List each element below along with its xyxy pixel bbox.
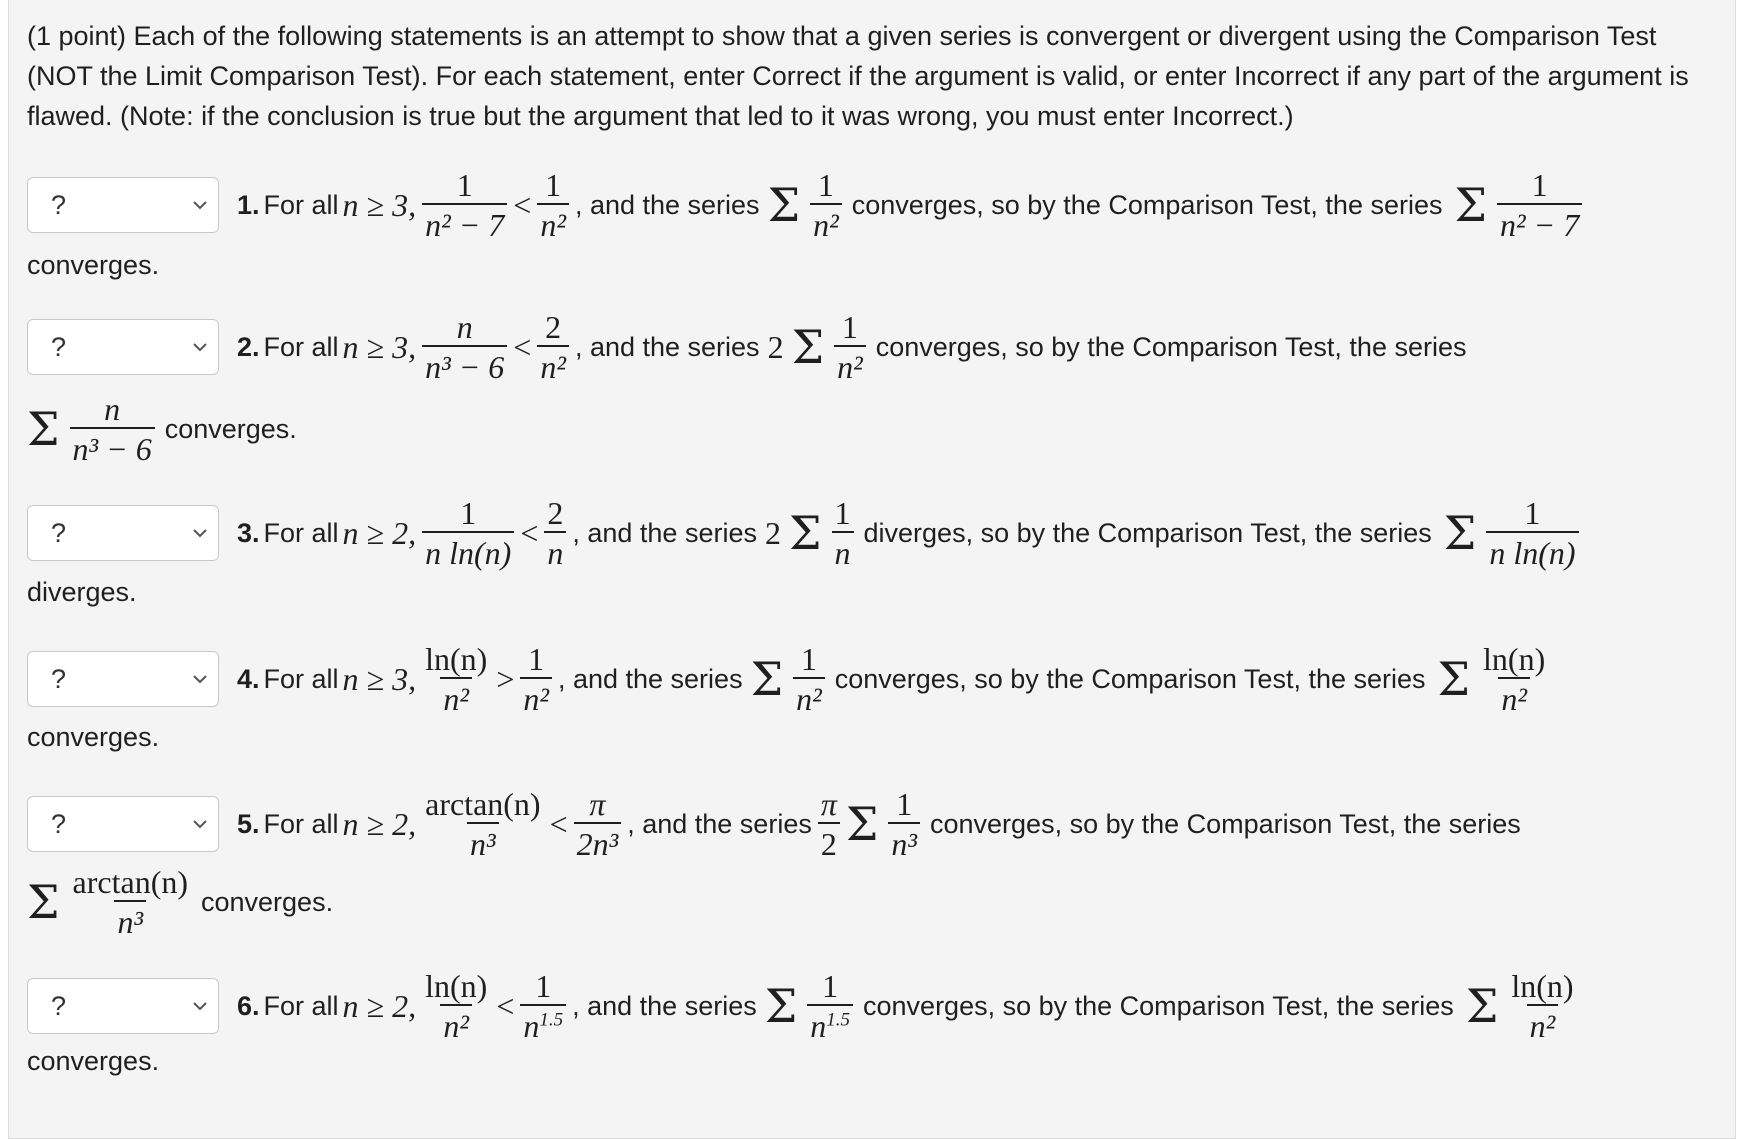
- lhs-numerator: n: [456, 309, 473, 345]
- series-denominator: n²: [834, 345, 866, 385]
- target-fraction: [70, 864, 191, 940]
- rhs-fraction: [520, 641, 552, 717]
- select-value: ?: [51, 808, 67, 839]
- series-coefficient: 2: [764, 514, 781, 551]
- lhs-fraction: [422, 786, 543, 862]
- series-numerator: 1: [834, 495, 851, 531]
- target-denominator: n² − 7: [1497, 203, 1582, 243]
- rhs-fraction: [574, 786, 622, 862]
- sigma-symbol: Σ: [1465, 979, 1499, 1033]
- problem-number: 4.: [237, 663, 260, 694]
- verdict-text: diverges, so by the Comparison Test, the series: [863, 517, 1432, 548]
- target-numerator: ln(n): [1511, 968, 1574, 1004]
- chevron-down-icon: [192, 200, 208, 210]
- series-numerator: 1: [896, 786, 913, 822]
- problem-6-answer-select[interactable]: [27, 978, 219, 1034]
- select-value: ?: [51, 517, 67, 548]
- condition: n ≥ 3,: [342, 328, 417, 365]
- for-all-text: For all: [263, 517, 339, 548]
- and-series-text: , and the series: [572, 990, 757, 1021]
- problem-1-row: [27, 160, 1588, 250]
- series-fraction: [832, 495, 854, 571]
- series-numerator: 1: [817, 167, 834, 203]
- target-denominator: n²: [1527, 1004, 1559, 1044]
- condition: n ≥ 2,: [342, 987, 417, 1024]
- rhs-numerator: 2: [547, 495, 564, 531]
- relation: >: [496, 660, 515, 697]
- and-series-text: , and the series: [557, 663, 743, 694]
- chevron-down-icon: [192, 819, 208, 829]
- target-numerator: 1: [1524, 495, 1541, 531]
- problem-3-conclusion: diverges.: [27, 577, 137, 607]
- target-fraction: [1486, 495, 1578, 571]
- problem-2-answer-select[interactable]: [27, 319, 219, 375]
- problem-1-answer-select[interactable]: [27, 177, 219, 233]
- lhs-numerator: 1: [460, 495, 477, 531]
- lhs-fraction: [422, 968, 490, 1044]
- sigma-symbol: Σ: [845, 797, 879, 851]
- series-denominator: n²: [793, 677, 825, 717]
- select-value: ?: [51, 990, 67, 1021]
- series-coefficient: 2: [767, 328, 784, 365]
- problem-5-row: [27, 780, 1525, 868]
- lhs-fraction: [422, 495, 514, 571]
- rhs-denominator: n²: [537, 203, 569, 243]
- rhs-fraction: [520, 968, 566, 1044]
- sigma-symbol: Σ: [1443, 506, 1477, 560]
- lhs-denominator: n³: [467, 822, 499, 862]
- series-coefficient-fraction: [818, 786, 840, 862]
- problem-6-row: [27, 962, 1583, 1050]
- target-denominator: n ln(n): [1486, 531, 1578, 571]
- series-fraction: [834, 309, 866, 385]
- lhs-denominator: n²: [440, 677, 472, 717]
- problem-6-conclusion: converges.: [27, 1046, 160, 1076]
- problem-2-row: [27, 307, 1470, 387]
- exponent: 1.5: [539, 1009, 564, 1031]
- relation: <: [520, 514, 539, 551]
- sigma-symbol: Σ: [27, 402, 60, 456]
- rhs-fraction: [537, 167, 569, 243]
- lhs-denominator: n² − 7: [422, 203, 507, 243]
- condition: n ≥ 3,: [342, 186, 417, 223]
- coef-numerator: π: [820, 786, 837, 822]
- series-denominator: $n^{1.5}$: [807, 1004, 853, 1044]
- target-fraction: [1480, 641, 1548, 717]
- verdict-text: converges, so by the Comparison Test, the series: [863, 990, 1454, 1021]
- sigma-symbol: Σ: [767, 178, 801, 232]
- rhs-numerator: 1: [545, 167, 562, 203]
- target-denominator: n³: [114, 900, 146, 940]
- problem-3-answer-select[interactable]: [27, 505, 219, 561]
- chevron-down-icon: [192, 1001, 208, 1011]
- series-fraction: [888, 786, 920, 862]
- for-all-text: For all: [263, 990, 339, 1021]
- problem-number: 6.: [237, 990, 260, 1021]
- select-value: ?: [51, 189, 67, 220]
- sigma-symbol: Σ: [1454, 178, 1488, 232]
- problem-4-row: [27, 636, 1554, 722]
- for-all-text: For all: [263, 189, 339, 220]
- relation: <: [513, 186, 532, 223]
- sigma-symbol: Σ: [791, 320, 825, 374]
- conclusion-text: converges.: [201, 886, 334, 917]
- lhs-numerator: ln(n): [425, 641, 488, 677]
- chevron-down-icon: [192, 674, 208, 684]
- target-fraction: [1508, 968, 1576, 1044]
- and-series-text: , and the series: [574, 189, 760, 220]
- rhs-fraction: [537, 309, 569, 385]
- problem-number: 5.: [237, 808, 260, 839]
- rhs-numerator: 1: [528, 641, 545, 677]
- and-series-text: , and the series: [627, 808, 812, 839]
- coef-denominator: 2: [818, 822, 840, 862]
- problem-5-answer-select[interactable]: [27, 796, 219, 852]
- for-all-text: For all: [263, 808, 339, 839]
- and-series-text: , and the series: [572, 517, 757, 548]
- lhs-denominator: n³ − 6: [422, 345, 507, 385]
- condition: n ≥ 3,: [342, 660, 417, 697]
- rhs-denominator: 2n³: [574, 822, 622, 862]
- rhs-fraction: [544, 495, 566, 571]
- rhs-denominator: $n^{1.5}$: [520, 1004, 566, 1044]
- select-value: ?: [51, 331, 67, 362]
- series-numerator: 1: [800, 641, 817, 677]
- lhs-fraction: [422, 641, 490, 717]
- target-numerator: 1: [1531, 167, 1548, 203]
- select-value: ?: [51, 663, 67, 694]
- target-numerator: n: [104, 391, 121, 427]
- target-numerator: arctan(n): [72, 864, 188, 900]
- chevron-down-icon: [192, 342, 208, 352]
- series-fraction: [793, 641, 825, 717]
- lhs-numerator: ln(n): [425, 968, 488, 1004]
- target-fraction: [1497, 167, 1582, 243]
- problem-4-conclusion: converges.: [27, 722, 160, 752]
- series-numerator: 1: [841, 309, 858, 345]
- problem-number: 1.: [237, 189, 260, 220]
- relation: <: [513, 328, 532, 365]
- sigma-symbol: Σ: [1437, 652, 1471, 706]
- sigma-symbol: Σ: [788, 506, 822, 560]
- problem-number: 3.: [237, 517, 260, 548]
- problem-2-conclusion-line: [27, 387, 301, 471]
- for-all-text: For all: [263, 663, 339, 694]
- target-fraction: [70, 391, 155, 467]
- sigma-symbol: Σ: [764, 979, 798, 1033]
- rhs-numerator: π: [589, 786, 606, 822]
- problem-1-conclusion: converges.: [27, 250, 160, 280]
- lhs-numerator: arctan(n): [425, 786, 541, 822]
- sigma-symbol: Σ: [750, 652, 784, 706]
- lhs-fraction: [422, 309, 507, 385]
- conclusion-text: converges.: [164, 413, 297, 444]
- lhs-denominator: n²: [440, 1004, 472, 1044]
- series-denominator: n: [832, 531, 854, 571]
- problem-5-conclusion-line: [27, 860, 337, 944]
- and-series-text: , and the series: [574, 331, 760, 362]
- rhs-numerator: 2: [545, 309, 562, 345]
- sigma-symbol: Σ: [27, 875, 60, 929]
- rhs-numerator: 1: [535, 968, 552, 1004]
- series-fraction: [810, 167, 842, 243]
- for-all-text: For all: [263, 331, 339, 362]
- exponent: 1.5: [826, 1009, 851, 1031]
- rhs-denominator: n: [544, 531, 566, 571]
- lhs-numerator: 1: [456, 167, 473, 203]
- series-denominator: n³: [888, 822, 920, 862]
- verdict-text: converges, so by the Comparison Test, the series: [875, 331, 1467, 362]
- problem-3-row: [27, 490, 1585, 576]
- target-numerator: ln(n): [1483, 641, 1546, 677]
- rhs-denominator: n²: [520, 677, 552, 717]
- verdict-text: converges, so by the Comparison Test, the series: [930, 808, 1521, 839]
- problem-4-answer-select[interactable]: [27, 651, 219, 707]
- verdict-text: converges, so by the Comparison Test, the series: [834, 663, 1426, 694]
- problem-intro: (1 point) Each of the following statements is an attempt to show that a given series is convergent or divergent using the Comparison Test (NOT the Limit Comparison Test). For each statement, enter Correct if the argument is valid, or enter Incorrect if any part of the argument is flawed. (Note: if the conclusion is true but the argument that led to it was wrong, you must enter Incorrect.): [27, 21, 1689, 131]
- target-denominator: n³ − 6: [70, 427, 155, 467]
- lhs-fraction: [422, 167, 507, 243]
- target-denominator: n²: [1498, 677, 1530, 717]
- verdict-text: converges, so by the Comparison Test, the series: [851, 189, 1443, 220]
- condition: n ≥ 2,: [342, 514, 417, 551]
- problem-number: 2.: [237, 331, 260, 362]
- lhs-denominator: n ln(n): [422, 531, 514, 571]
- rhs-denominator: n²: [537, 345, 569, 385]
- series-fraction: [807, 968, 853, 1044]
- series-denominator: n²: [810, 203, 842, 243]
- relation: <: [549, 805, 568, 842]
- relation: <: [496, 987, 515, 1024]
- series-numerator: 1: [822, 968, 839, 1004]
- chevron-down-icon: [192, 528, 208, 538]
- condition: n ≥ 2,: [342, 805, 417, 842]
